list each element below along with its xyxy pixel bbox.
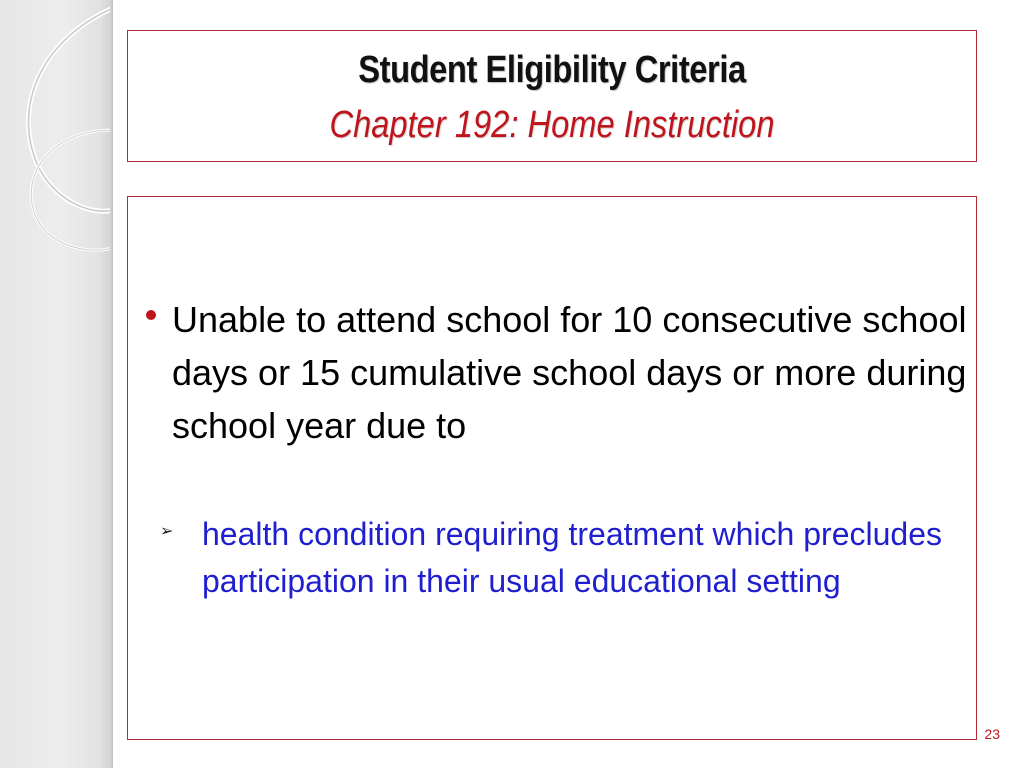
slide-title: Student Eligibility Criteria <box>358 49 746 91</box>
decorative-arc-icon <box>0 0 113 768</box>
slide-number: 23 <box>984 726 1000 742</box>
content-frame <box>127 196 977 740</box>
round-bullet-icon <box>146 310 156 320</box>
arrowhead-bullet-icon: ➢ <box>160 521 174 540</box>
title-frame <box>127 30 977 162</box>
sub-bullet-text: health condition requiring treatment which precludes participation in their usual educational setting <box>202 516 942 599</box>
decorative-side-band <box>0 0 113 768</box>
slide-subtitle: Chapter 192: Home Instruction <box>329 104 775 146</box>
bullet-text: Unable to attend school for 10 consecutive school days or 15 cumulative school days or more during school year due to <box>172 299 967 446</box>
side-band-edge <box>110 0 113 768</box>
